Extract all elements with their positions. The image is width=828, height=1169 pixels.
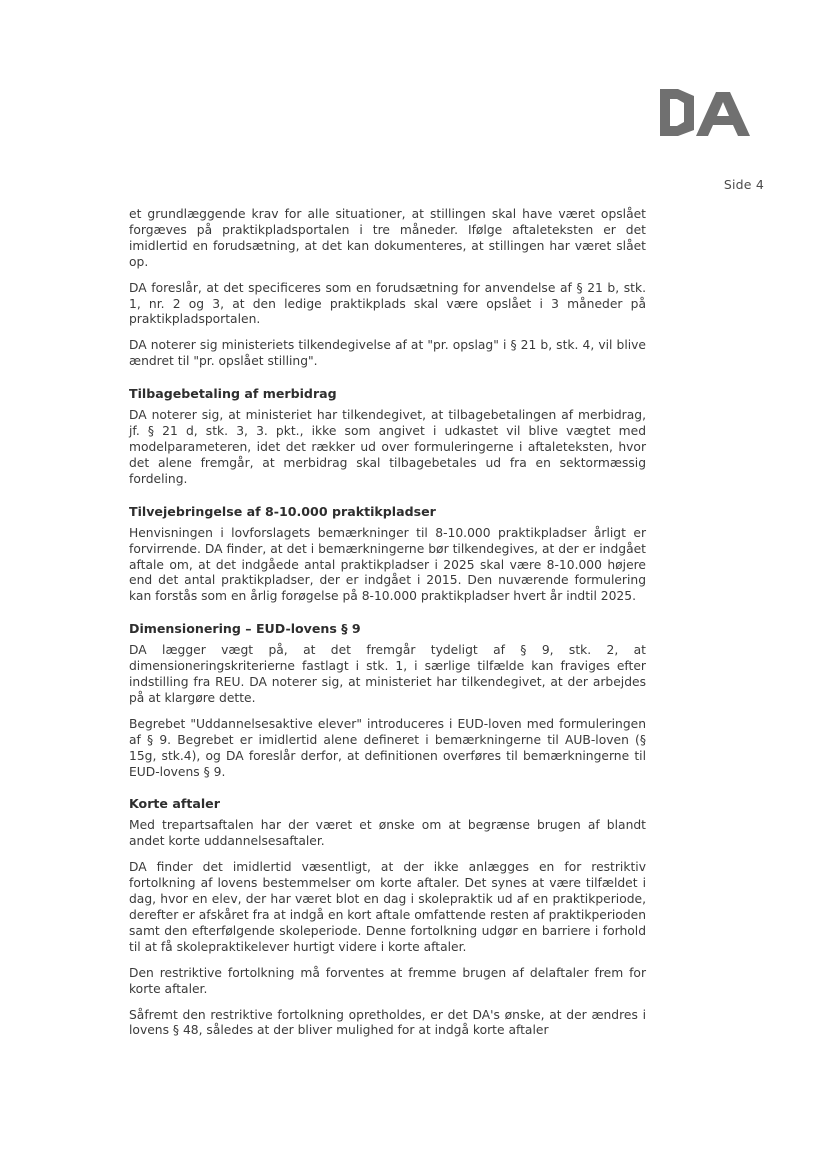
paragraph: DA lægger vægt på, at det fremgår tydeligt af § 9, stk. 2, at dimensioneringskriterierne fastlagt i stk. 1, i særlige tilfælde kan fraviges efter indstilling fra REU. DA noterer sig, at ministeriet har tilkendegivet, at der arbejdes på at klargøre dette. xyxy=(129,643,646,705)
page-number: Side 4 xyxy=(723,177,764,192)
paragraph: DA foreslår, at det specificeres som en forudsætning for anvendelse af § 21 b, stk. 1, nr. 2 og 3, at den ledige praktikplads skal være opslået i 3 måneder på praktikpladsportalen. xyxy=(129,280,646,327)
paragraph: DA noterer sig, at ministeriet har tilkendegivet, at tilbagebetalingen af merbidrag, jf. § 21 d, stk. 3, 3. pkt., ikke som angivet i udkastet vil blive vægtet med modelparameteren, idet det rækker ud over formuleringerne i aftaleteksten, hvor det alene fremgår, at merbidrag skal tilbagebetales ud fra en sektormæssig fordeling. xyxy=(129,408,646,486)
section-heading: Dimensionering – EUD-lovens § 9 xyxy=(129,621,361,637)
paragraph: Med trepartsaftalen har der været et ønske om at begrænse brugen af blandt andet korte uddannelsesaftaler. xyxy=(129,818,646,849)
document-body xyxy=(129,207,646,1049)
paragraph: Den restriktive fortolkning må forventes at fremme brugen af delaftaler frem for korte aftaler. xyxy=(129,965,646,996)
section-heading: Tilbagebetaling af merbidrag xyxy=(129,386,337,402)
paragraph: et grundlæggende krav for alle situationer, at stillingen skal have været opslået forgæves på praktikpladsportalen i tre måneder. Ifølge aftaleteksten er det imidlertid en forudsætning, at det kan dokumenteres, at stillingen har været slået op. xyxy=(129,207,646,269)
paragraph: Begrebet "Uddannelsesaktive elever" introduceres i EUD-loven med formuleringen af § 9. Begrebet er imidlertid alene defineret i bemærkningerne til AUB-loven (§ 15g, stk.4), og DA foreslår derfor, at definitionen overføres til bemærkningerne til EUD-lovens § 9. xyxy=(129,716,646,779)
paragraph: Henvisningen i lovforslagets bemærkninger til 8-10.000 praktikpladser årligt er forvirrende. DA finder, at det i bemærkningerne bør tilkendegives, at der er indgået aftale om, at det indgåede antal praktikpladser i 2025 skal være 8-10.000 højere end det antal praktikpladser, der er indgået i 2015. Den nuværende formulering kan forstås som en årlig forøgelse på 8-10.000 praktikpladser hvert år indtil 2025. xyxy=(129,525,646,604)
section-heading: Korte aftaler xyxy=(129,796,220,812)
paragraph: DA finder det imidlertid væsentligt, at der ikke anlægges en for restriktiv fortolkning af lovens bestemmelser om korte aftaler. Det synes at være tilfældet i dag, hvor en elev, der har været blot en dag i skolepraktik ud af en praktikperiode, derefter er afskåret fra at indgå en kort aftale omfattende resten af praktikperioden samt den efterfølgende skoleperiode. Denne fortolkning udgør en barriere i forhold til at få skolepraktikelever hurtigt videre i korte aftaler. xyxy=(129,860,646,954)
section-heading: Tilvejebringelse af 8-10.000 praktikpladser xyxy=(129,503,436,519)
paragraph: Såfremt den restriktive fortolkning opretholdes, er det DA's ønske, at der ændres i lovens § 48, således at der bliver mulighed for at indgå korte aftaler xyxy=(129,1007,646,1038)
paragraph: DA noterer sig ministeriets tilkendegivelse af at "pr. opslag" i § 21 b, stk. 4, vil blive ændret til "pr. opslået stilling". xyxy=(129,338,646,369)
da-logo xyxy=(658,86,762,138)
